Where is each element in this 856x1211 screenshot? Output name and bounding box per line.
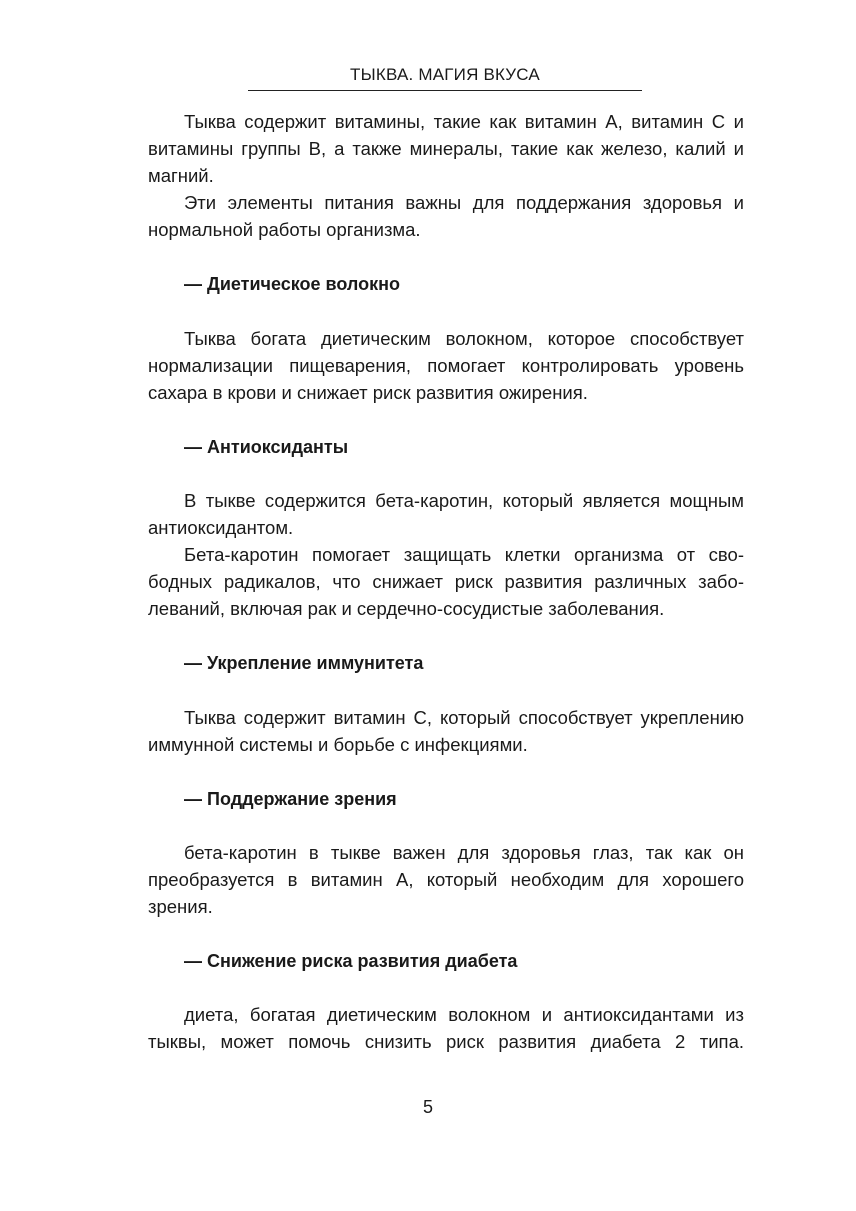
section-heading-diabetes: — Снижение риска развития диабета — [184, 951, 518, 971]
section-heading-immunity: — Укрепление иммунитета — [184, 653, 424, 673]
paragraph: бета-каротин в тыкве важен для здоровья глаз, так как он преобразуется в витамин А, который необходим для хорошего зрения. — [148, 842, 744, 917]
paragraph: Тыква содержит витамины, такие как витамин А, витамин С и витамины группы В, а также минералы, такие как железо, калий и магний. — [148, 111, 744, 186]
vision-block — [148, 839, 744, 920]
antioxidants-block — [148, 487, 744, 622]
diabetes-block — [148, 1001, 744, 1055]
page-number: 5 — [422, 1097, 433, 1117]
paragraph: Тыква богата диетическим волокном, которое способствует нормализации пищеварения, помогает контролировать уровень сахара в крови и снижает риск развития ожирения. — [148, 328, 744, 403]
paragraph: Бета-каротин помогает защищать клетки организма от свободных радикалов, что снижает риск развития различных заболеваний, включая рак и сердечно-сосудистые заболевания. — [148, 544, 744, 619]
section-heading-fiber: — Диетическое волокно — [184, 274, 400, 294]
paragraph: Эти элементы питания важны для поддержания здоровья и нормальной работы организма. — [148, 192, 744, 240]
immunity-block — [148, 704, 744, 758]
paragraph: Тыква содержит витамин С, который способствует укреплению иммунной системы и борьбе с инфекциями. — [148, 707, 744, 755]
paragraph: В тыкве содержится бета-каротин, который является мощным антиоксидантом. — [148, 490, 744, 538]
running-head-title: ТЫКВА. МАГИЯ ВКУСА — [350, 65, 540, 84]
intro-block — [148, 108, 744, 243]
header-rule — [248, 90, 642, 91]
section-heading-vision: — Поддержание зрения — [184, 789, 397, 809]
paragraph: диета, богатая диетическим волокном и антиоксидантами из тыквы, может помочь снизить риск развития диабета 2 типа. — [148, 1004, 744, 1052]
fiber-block — [148, 325, 744, 406]
section-heading-antioxidants: — Антиоксиданты — [184, 437, 349, 457]
